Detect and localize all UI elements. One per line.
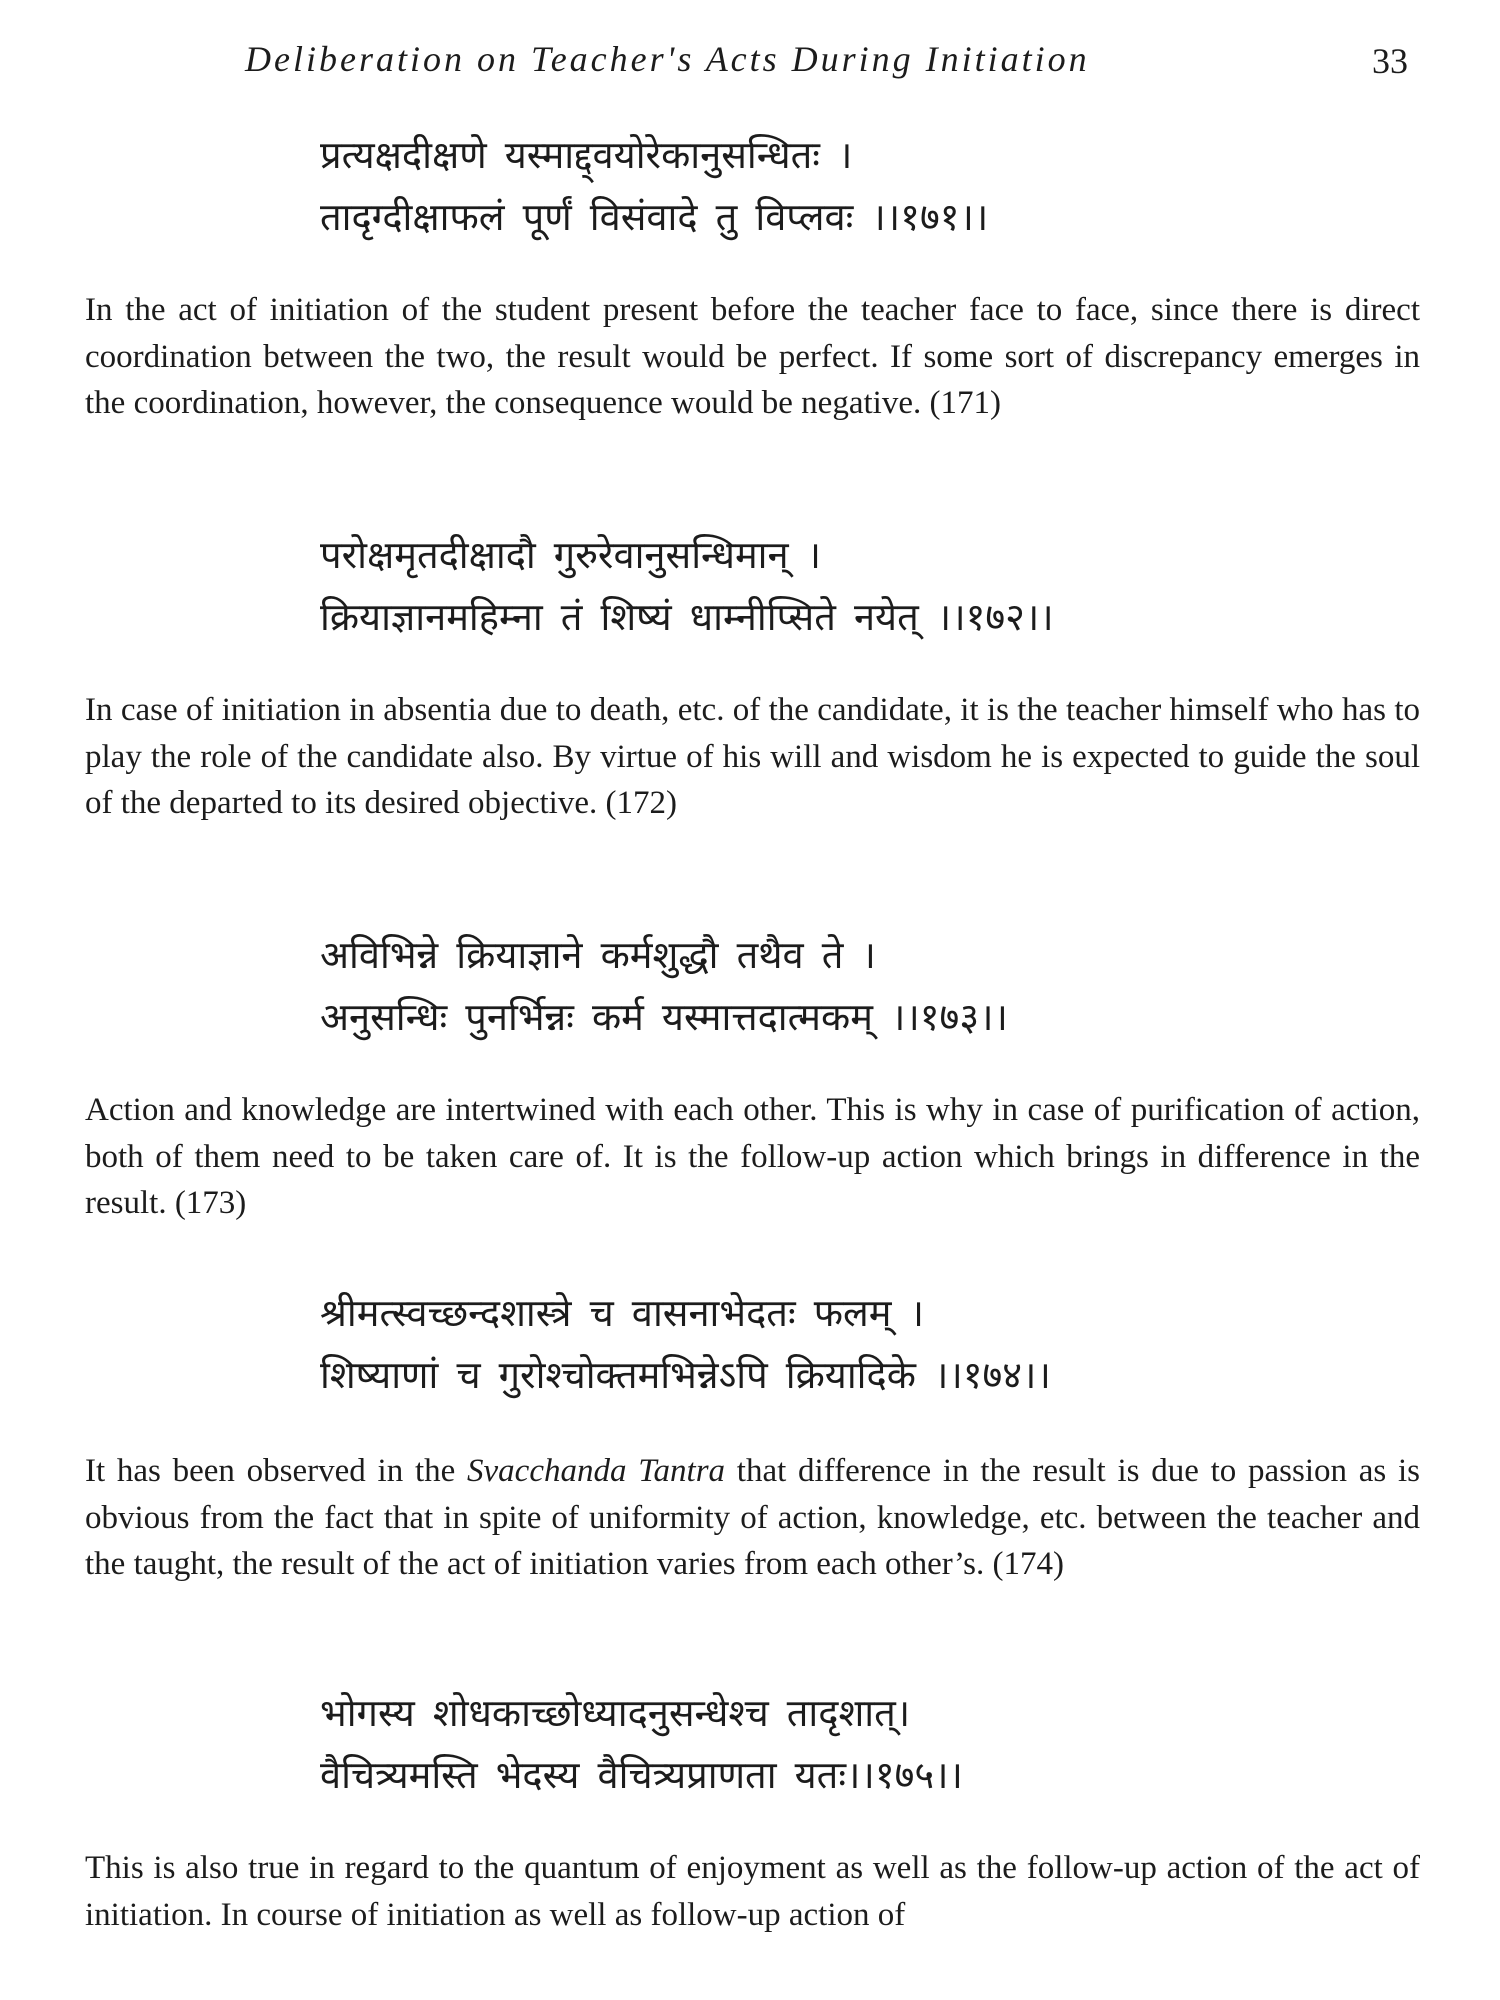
translation-paragraph-174 xyxy=(85,1448,1420,1588)
translation-paragraph-175: This is also true in regard to the quantum of enjoyment as well as the follow-up action of the act of initiation. In course of initiation as well as follow-up action of xyxy=(85,1850,1420,1933)
running-head-title: Deliberation on Teacher's Acts During Initiation xyxy=(245,39,1090,79)
verse-line: क्रियाज्ञानमहिम्ना तं शिष्यं धाम्नीप्सिते नयेत् ।।१७२।। xyxy=(320,595,1054,639)
verse-line: प्रत्यक्षदीक्षणे यस्माद्द्वयोरेकानुसन्धितः । xyxy=(320,133,853,177)
verse-line: भोगस्य शोधकाच्छोध्यादनुसन्धेश्च तादृशात्। xyxy=(320,1691,911,1735)
translation-paragraph-173: Action and knowledge are intertwined with each other. This is why in case of purification of action, both of them need to be taken care of. It is the follow-up action which brings in difference in the result. (173) xyxy=(85,1092,1420,1221)
sanskrit-verse-174 xyxy=(320,1282,1051,1406)
sanskrit-verse-171 xyxy=(320,124,988,248)
sanskrit-verse-175 xyxy=(320,1682,963,1806)
work-title-italic: Svacchanda Tantra xyxy=(467,1453,726,1489)
verse-line: श्रीमत्स्वच्छन्दशास्त्रे च वासनाभेदतः फलम् । xyxy=(320,1291,924,1335)
verse-line: तादृग्दीक्षाफलं पूर्णं विसंवादे तु विप्लवः ।।१७१।। xyxy=(320,195,989,239)
verse-line: अनुसन्धिः पुनर्भिन्नः कर्म यस्मात्तदात्मकम् ।।१७३।। xyxy=(320,995,1008,1039)
verse-line: अविभिन्ने क्रियाज्ञाने कर्मशुद्धौ तथैव ते । xyxy=(320,933,876,977)
translation-text: It has been observed in the xyxy=(85,1453,468,1489)
verse-line: परोक्षमृतदीक्षादौ गुरुरेवानुसन्धिमान् । xyxy=(320,533,822,577)
translation-text: that difference in the result is due to passion as is obvious from the fact that in spite of uniformity of action, knowledge, etc. between the teacher and the taught, the result of the act of initiation varies from each other’s. (174) xyxy=(85,1453,1420,1582)
translation-paragraph-171: In the act of initiation of the student present before the teacher face to face, since there is direct coordination between the two, the result would be perfect. If some sort of discrepancy emerges in the coordination, however, the consequence would be negative. (171) xyxy=(85,292,1420,421)
sanskrit-verse-173 xyxy=(320,924,1008,1048)
verse-line: वैचित्र्यमस्ति भेदस्य वैचित्र्यप्राणता यतः।।१७५।। xyxy=(320,1753,963,1797)
verse-line: शिष्याणां च गुरोश्चोक्तमभिन्नेऽपि क्रियादिके ।।१७४।। xyxy=(320,1353,1051,1397)
page-number: 33 xyxy=(1372,41,1408,81)
translation-paragraph-172: In case of initiation in absentia due to death, etc. of the candidate, it is the teacher himself who has to play the role of the candidate also. By virtue of his will and wisdom he is expected to guide the soul of the departed to its desired objective. (172) xyxy=(85,692,1420,821)
sanskrit-verse-172 xyxy=(320,524,1054,648)
